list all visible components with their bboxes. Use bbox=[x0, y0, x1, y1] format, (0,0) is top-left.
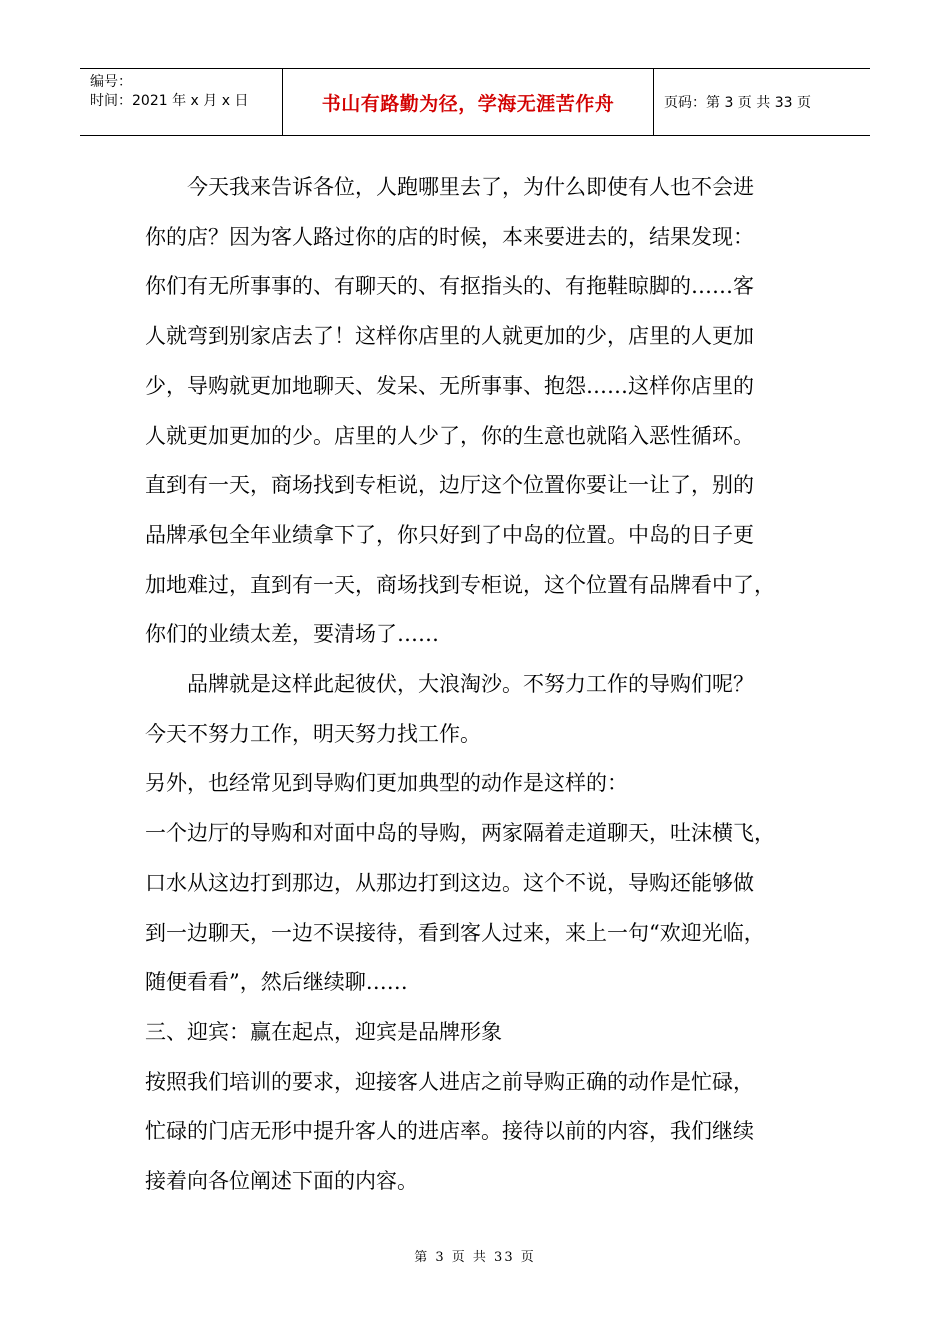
body-line: 你们的业绩太差，要清场了…… bbox=[145, 622, 439, 647]
page-header bbox=[80, 68, 870, 136]
body-line: 人就更加更加的少。店里的人少了，你的生意也就陷入恶性循环。 bbox=[145, 423, 754, 448]
body-line: 加地难过，直到有一天，商场找到专柜说，这个位置有品牌看中了， bbox=[145, 572, 775, 597]
body-line: 随便看看”，然后继续聊…… bbox=[145, 970, 408, 995]
body-line: 一个边厅的导购和对面中岛的导购，两家隔着走道聊天，吐沫横飞， bbox=[145, 821, 775, 846]
document-number-label: 编号： bbox=[90, 74, 132, 90]
body-line: 今天我来告诉各位，人跑哪里去了，为什么即使有人也不会进 bbox=[145, 175, 754, 199]
body-line: 你的店？因为客人路过你的店的时候，本来要进去的，结果发现： bbox=[145, 224, 754, 249]
body-line: 品牌就是这样此起彼伏，大浪淘沙。不努力工作的导购们呢？ bbox=[145, 672, 754, 697]
header-meta bbox=[80, 69, 283, 135]
header-page-info: 页码：第 3 页 共 33 页 bbox=[664, 95, 811, 111]
body-line: 人就弯到别家店去了！这样你店里的人就更加的少，店里的人更加 bbox=[145, 324, 754, 349]
body-line: 少，导购就更加地聊天、发呆、无所事事、抱怨……这样你店里的 bbox=[145, 373, 754, 398]
body-line: 口水从这边打到那边，从那边打到这边。这个不说，导购还能够做 bbox=[145, 870, 754, 895]
body-line: 品牌承包全年业绩拿下了，你只好到了中岛的位置。中岛的日子更 bbox=[145, 522, 754, 547]
document-date: 时间：2021 年 x 月 x 日 bbox=[90, 93, 249, 109]
body-line: 直到有一天，商场找到专柜说，边厅这个位置你要让一让了，别的 bbox=[145, 473, 754, 498]
body-line: 到一边聊天，一边不误接待，看到客人过来，来上一句“欢迎光临， bbox=[145, 920, 765, 945]
body-line: 今天不努力工作，明天努力找工作。 bbox=[145, 721, 481, 746]
body-line: 按照我们培训的要求，迎接客人进店之前导购正确的动作是忙碌， bbox=[145, 1069, 754, 1094]
body-line: 接着向各位阐述下面的内容。 bbox=[145, 1169, 418, 1194]
body-line: 忙碌的门店无形中提升客人的进店率。接待以前的内容，我们继续 bbox=[145, 1119, 754, 1144]
body-line: 另外，也经常见到导购们更加典型的动作是这样的： bbox=[145, 771, 628, 796]
body-line: 你们有无所事事的、有聊天的、有抠指头的、有拖鞋晾脚的……客 bbox=[145, 274, 754, 299]
header-motto: 书山有路勤为径，学海无涯苦作舟 bbox=[283, 69, 654, 135]
page-footer: 第 3 页 共 33 页 bbox=[414, 1250, 536, 1265]
document-body bbox=[145, 163, 825, 1207]
section-heading: 三、迎宾：赢在起点，迎宾是品牌形象 bbox=[145, 1019, 502, 1044]
